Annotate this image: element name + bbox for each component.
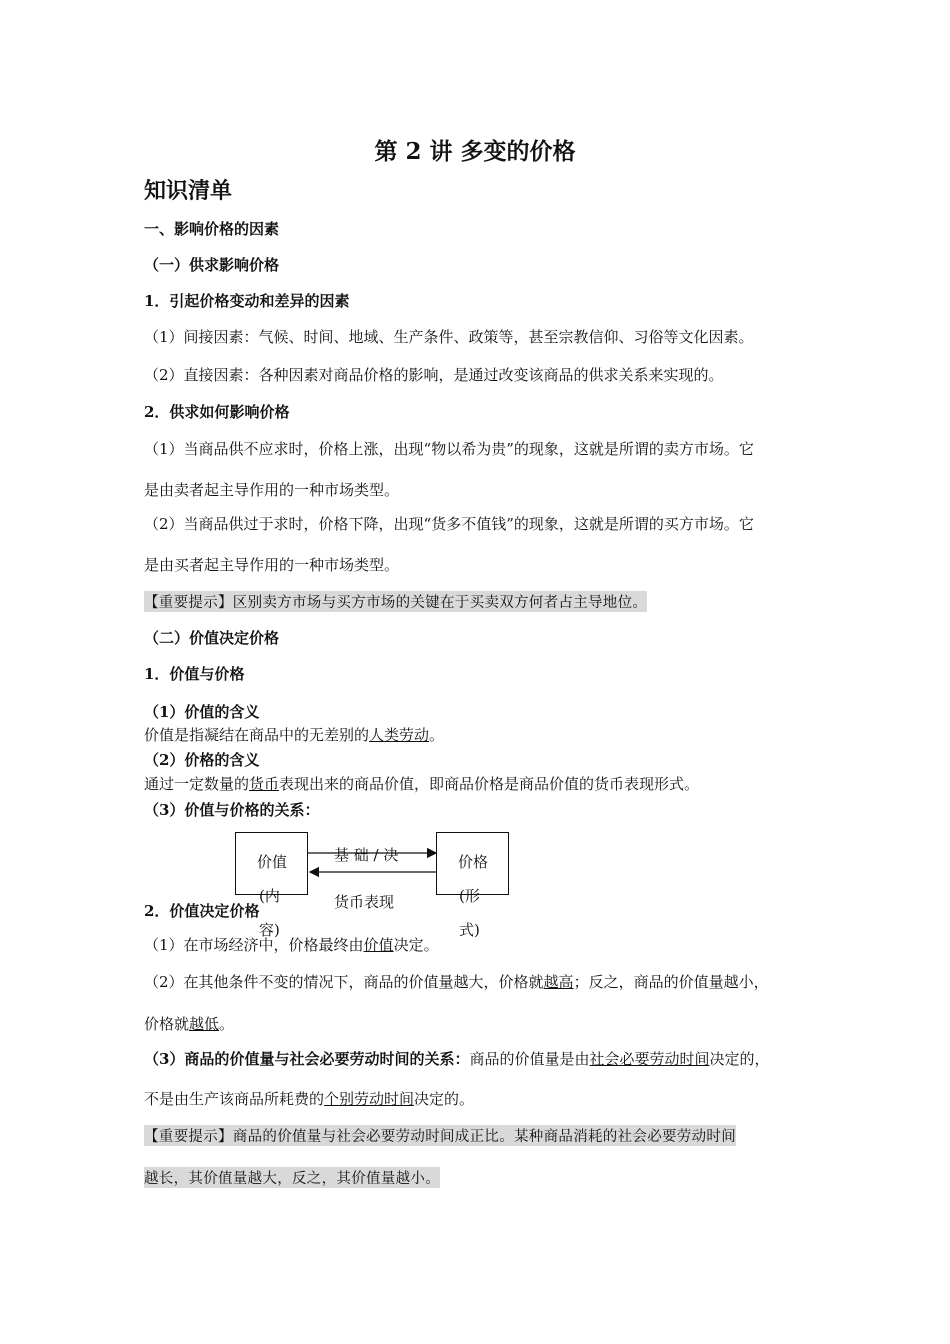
price-box-label: 价格 xyxy=(457,853,488,871)
part1-heading: 一、影响价格的因素 xyxy=(144,220,280,238)
value-box-sub1: (内 xyxy=(259,887,280,905)
price-meaning-text: 通过一定数量的货币表现出来的商品价值，即商品价格是商品价值的货币表现形式。 xyxy=(144,775,700,793)
sub1-item2-heading: 2．供求如何影响价格 xyxy=(144,403,290,421)
sub2-item1-heading: 1．价值与价格 xyxy=(144,665,245,683)
price-box-sub2: 式) xyxy=(459,921,480,939)
value-meaning-heading: （1）价值的含义 xyxy=(144,703,260,721)
sub1-item2-p1a: （1）当商品供不应求时，价格上涨，出现“物以希为贵”的现象，这就是所谓的卖方市场。它 xyxy=(144,440,754,458)
sub2-item2-heading: 2．价值决定价格 xyxy=(144,902,260,920)
value-box-sub2: 容) xyxy=(259,921,280,939)
expression-arrow-label: 货币表现 xyxy=(334,893,395,911)
sub1-heading: （一）供求影响价格 xyxy=(144,256,280,274)
important-tip-2a: 【重要提示】商品的价值量与社会必要劳动时间成正比。某种商品消耗的社会必要劳动时间 xyxy=(144,1125,736,1146)
sub1-item1-p1: （1）间接因素：气候、时间、地域、生产条件、政策等，甚至宗教信仰、习俗等文化因素。 xyxy=(144,328,754,346)
sub1-item2-p2a: （2）当商品供过于求时，价格下降，出现“货多不值钱”的现象，这就是所谓的买方市场。它 xyxy=(144,515,754,533)
sub2-item2-p3a: （3）商品的价值量与社会必要劳动时间的关系：商品的价值量是由社会必要劳动时间决定的， xyxy=(144,1050,770,1068)
sub2-item2-p1: （1）在市场经济中，价格最终由价值决定。 xyxy=(144,936,439,954)
page-title: 第 2 讲 多变的价格 xyxy=(374,138,576,165)
sub1-item2-p1b: 是由卖者起主导作用的一种市场类型。 xyxy=(144,481,400,499)
section-heading: 知识清单 xyxy=(144,178,233,204)
relation-heading: （3）价值与价格的关系： xyxy=(144,801,320,819)
sub1-item2-p2b: 是由买者起主导作用的一种市场类型。 xyxy=(144,556,400,574)
sub2-item2-p3b: 不是由生产该商品所耗费的个别劳动时间决定的。 xyxy=(144,1090,475,1108)
basis-arrow-label: 基 础 / 决 xyxy=(334,846,399,864)
sub2-item2-p2a: （2）在其他条件不变的情况下，商品的价值量越大，价格就越高；反之，商品的价值量越小， xyxy=(144,973,769,991)
value-box-label: 价值 xyxy=(256,853,287,871)
price-meaning-heading: （2）价格的含义 xyxy=(144,751,260,769)
sub1-item1-heading: 1．引起价格变动和差异的因素 xyxy=(144,292,350,310)
price-box-sub1: (形 xyxy=(459,887,480,905)
sub2-heading: （二）价值决定价格 xyxy=(144,629,280,647)
important-tip-1: 【重要提示】区别卖方市场与买方市场的关键在于买卖双方何者占主导地位。 xyxy=(144,591,647,612)
important-tip-2b: 越长，其价值量越大，反之，其价值量越小。 xyxy=(144,1167,440,1188)
sub2-item2-p2b: 价格就越低。 xyxy=(144,1015,235,1033)
sub1-item1-p2: （2）直接因素：各种因素对商品价格的影响，是通过改变该商品的供求关系来实现的。 xyxy=(144,366,724,384)
value-meaning-text: 价值是指凝结在商品中的无差别的人类劳动。 xyxy=(144,726,445,744)
